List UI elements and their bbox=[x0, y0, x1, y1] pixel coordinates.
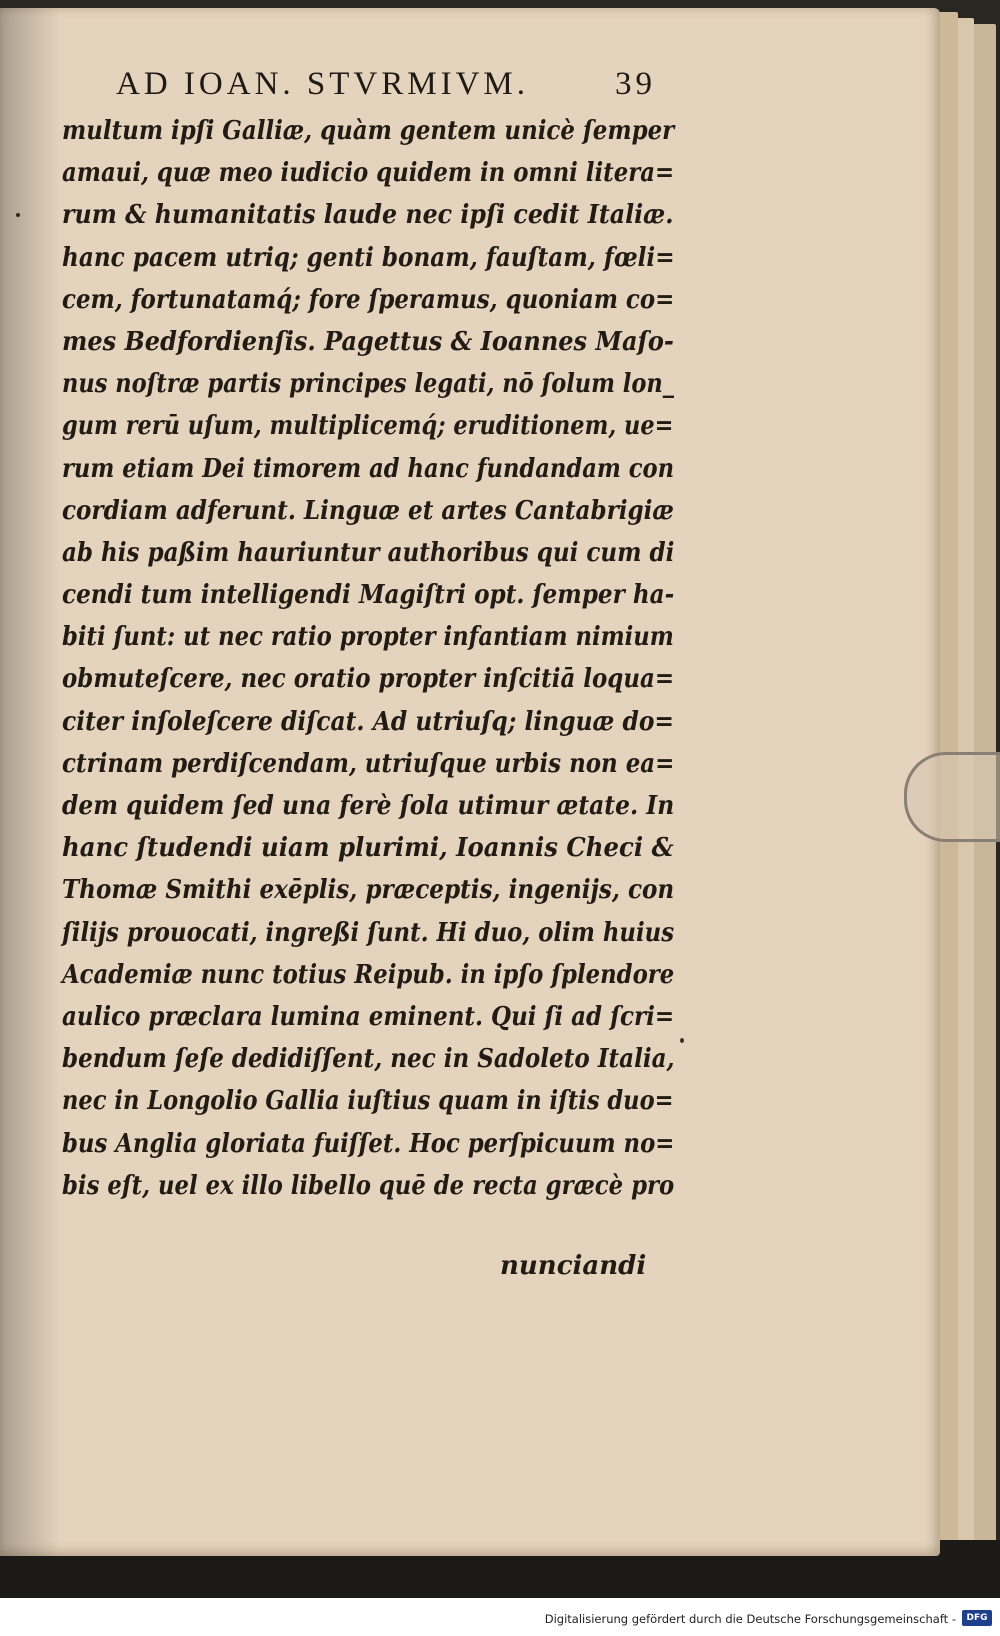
text-line: Thomæ Smithi exēplis, præceptis, ingenijs, con bbox=[62, 875, 675, 906]
page-number: 39 bbox=[615, 66, 656, 102]
text-line: rum & humanitatis laude nec ipſi cedit Italiæ. bbox=[62, 200, 674, 231]
text-line: cem, fortunatamq́; fore ſperamus, quoniam co= bbox=[62, 284, 675, 315]
running-head-title: AD IOAN. STVRMIVM. bbox=[116, 66, 530, 102]
text-line: citer inſoleſcere diſcat. Ad utriuſq; linguæ do= bbox=[62, 706, 674, 737]
text-line: nus noſtræ partis principes legati, nō ſolum lon_ bbox=[62, 369, 675, 400]
text-line: ſilijs prouocati, ingreßi ſunt. Hi duo, olim huius bbox=[62, 917, 675, 948]
text-line: nec in Longolio Gallia iuſtius quam in iſtis duo= bbox=[62, 1086, 674, 1117]
ink-speck bbox=[680, 1038, 684, 1043]
book-page bbox=[0, 8, 940, 1556]
catchword: nunciandi bbox=[500, 1251, 647, 1281]
footer-credit: Digitalisierung gefördert durch die Deutsche Forschungsgemeinschaft - bbox=[544, 1612, 956, 1626]
text-line: obmuteſcere, nec oratio propter inſcitiā loqua= bbox=[62, 664, 675, 695]
dfg-logo-icon: DFG bbox=[962, 1610, 992, 1626]
text-line: rum etiam Dei timorem ad hanc fundandam con bbox=[62, 453, 675, 484]
running-head bbox=[116, 66, 656, 103]
body-text bbox=[62, 110, 682, 1207]
footer-bar bbox=[0, 1598, 1000, 1636]
text-line: biti ſunt: ut nec ratio propter infantiam nimium bbox=[62, 622, 674, 653]
text-line: hanc ſtudendi uiam plurimi, Ioannis Checi & bbox=[62, 833, 674, 864]
page-clip bbox=[904, 752, 1000, 842]
text-line: ctrinam perdiſcendam, utriuſque urbis non ea= bbox=[62, 748, 675, 779]
text-line: bis eſt, uel ex illo libello quē de recta græcè pro bbox=[62, 1170, 675, 1201]
text-line: aulico præclara lumina eminent. Qui ſi ad ſcri= bbox=[62, 1001, 675, 1032]
text-line: cordiam adferunt. Linguæ et artes Cantabrigiæ bbox=[62, 495, 674, 526]
text-line: bus Anglia gloriata fuiſſet. Hoc perſpicuum no= bbox=[62, 1128, 675, 1159]
text-line: amaui, quæ meo iudicio quidem in omni litera= bbox=[62, 158, 675, 189]
text-line: multum ipſi Galliæ, quàm gentem unicè ſemper bbox=[62, 116, 675, 146]
text-line: gum rerū uſum, multiplicemq́; eruditionem, ue= bbox=[62, 411, 674, 442]
text-line: bendum ſeſe dedidiſſent, nec in Sadoleto Italia, bbox=[62, 1044, 675, 1075]
text-line: hanc pacem utriq; genti bonam, fauſtam, fœli= bbox=[62, 242, 675, 273]
text-line: mes Bedfordienſis. Pagettus & Ioannes Maſo- bbox=[62, 326, 674, 357]
text-line: cendi tum intelligendi Magiſtri opt. ſemper ha- bbox=[62, 580, 675, 611]
text-line: ab his paßim hauriuntur authoribus qui cum di bbox=[62, 537, 675, 568]
text-line: Academiæ nunc totius Reipub. in ipſo ſplendore bbox=[62, 959, 675, 990]
text-line: dem quidem ſed una ferè ſola utimur ætate. In bbox=[62, 791, 675, 821]
ink-speck bbox=[16, 213, 20, 217]
